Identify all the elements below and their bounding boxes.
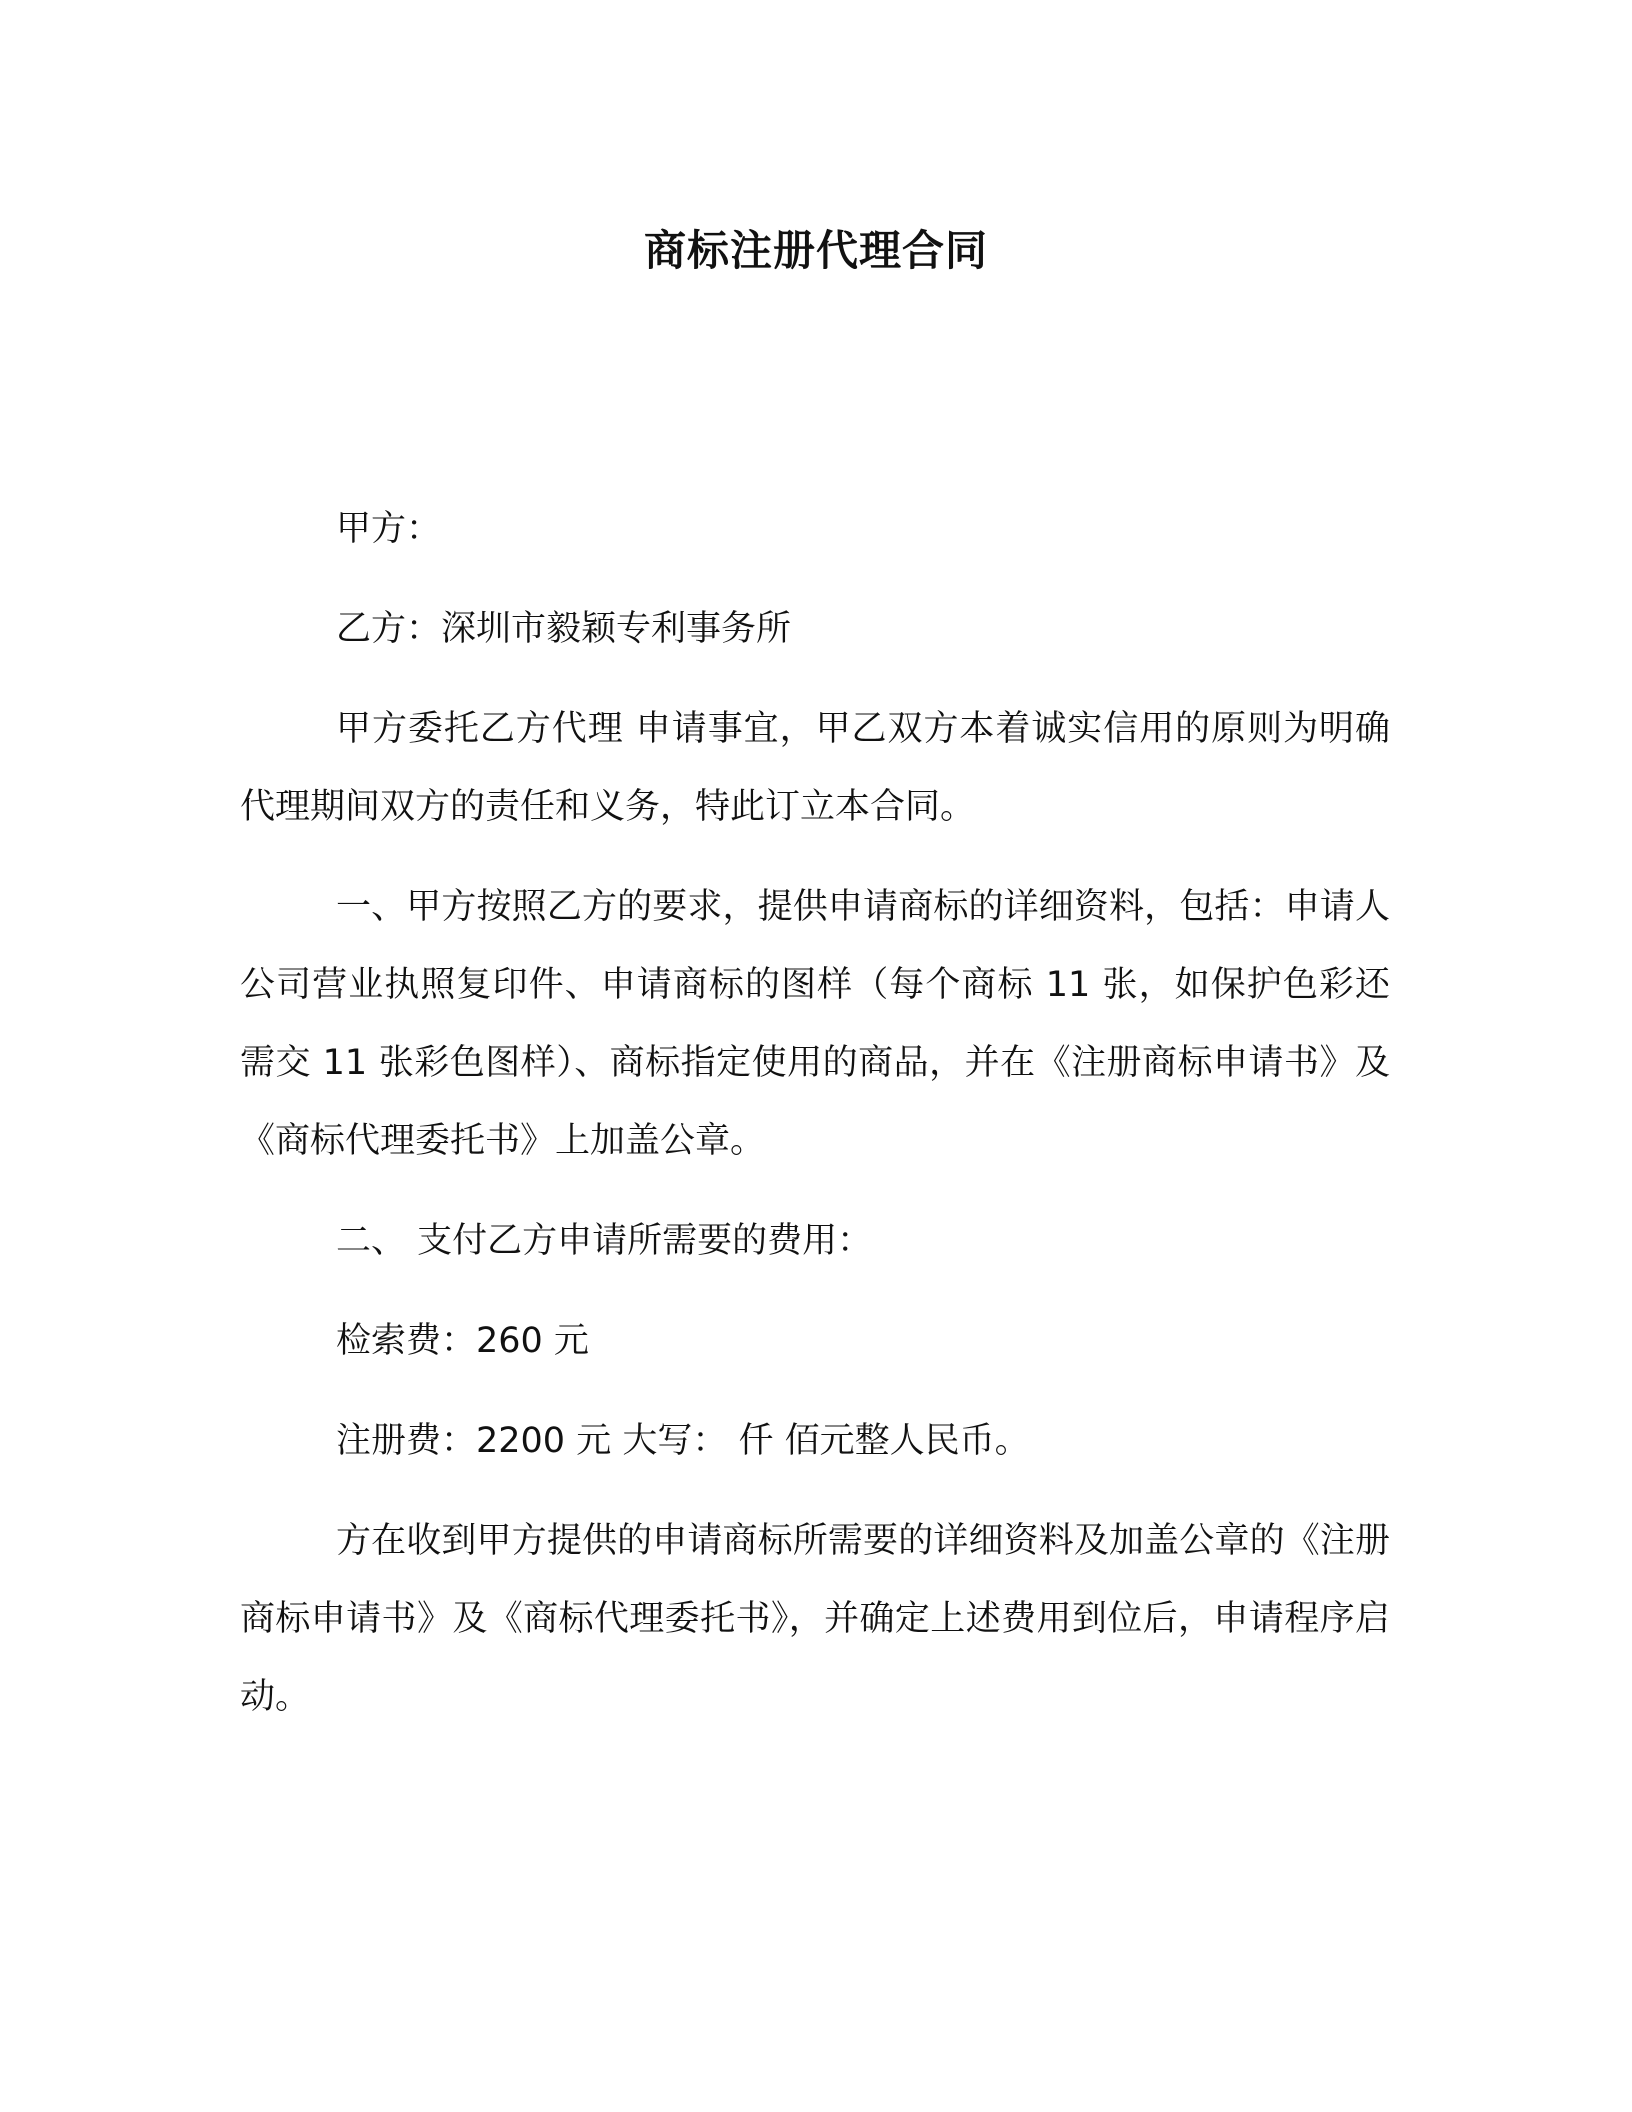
contract-body — [240, 490, 1390, 1736]
search-fee-line: 检索费：260 元 — [336, 1321, 589, 1361]
party-a-line: 甲方： — [336, 509, 442, 549]
contract-title: 商标注册代理合同 — [643, 226, 988, 275]
registration-fee-line: 注册费：2200 元 大写： 仟 佰元整人民币。 — [336, 1421, 1030, 1461]
clause-2-heading: 二、 支付乙方申请所需要的费用： — [336, 1221, 873, 1261]
intro-paragraph: 甲方委托乙方代理 申请事宜，甲乙双方本着诚实信用的原则为明确代理期间双方的责任和义务，特此订立本合同。 — [240, 709, 1390, 827]
party-b-line: 乙方：深圳市毅颖专利事务所 — [336, 609, 792, 649]
clause-1-paragraph: 一、甲方按照乙方的要求，提供申请商标的详细资料，包括：申请人公司营业执照复印件、申请商标的图样（每个商标 11 张，如保护色彩还需交 11 张彩色图样）、商标指定使用的商品，并在《注册商标申请书》及《商标代理委托书》上加盖公章。 — [240, 887, 1390, 1161]
start-condition-paragraph: 方在收到甲方提供的申请商标所需要的详细资料及加盖公章的《注册商标申请书》及《商标代理委托书》，并确定上述费用到位后，申请程序启动。 — [240, 1521, 1390, 1717]
